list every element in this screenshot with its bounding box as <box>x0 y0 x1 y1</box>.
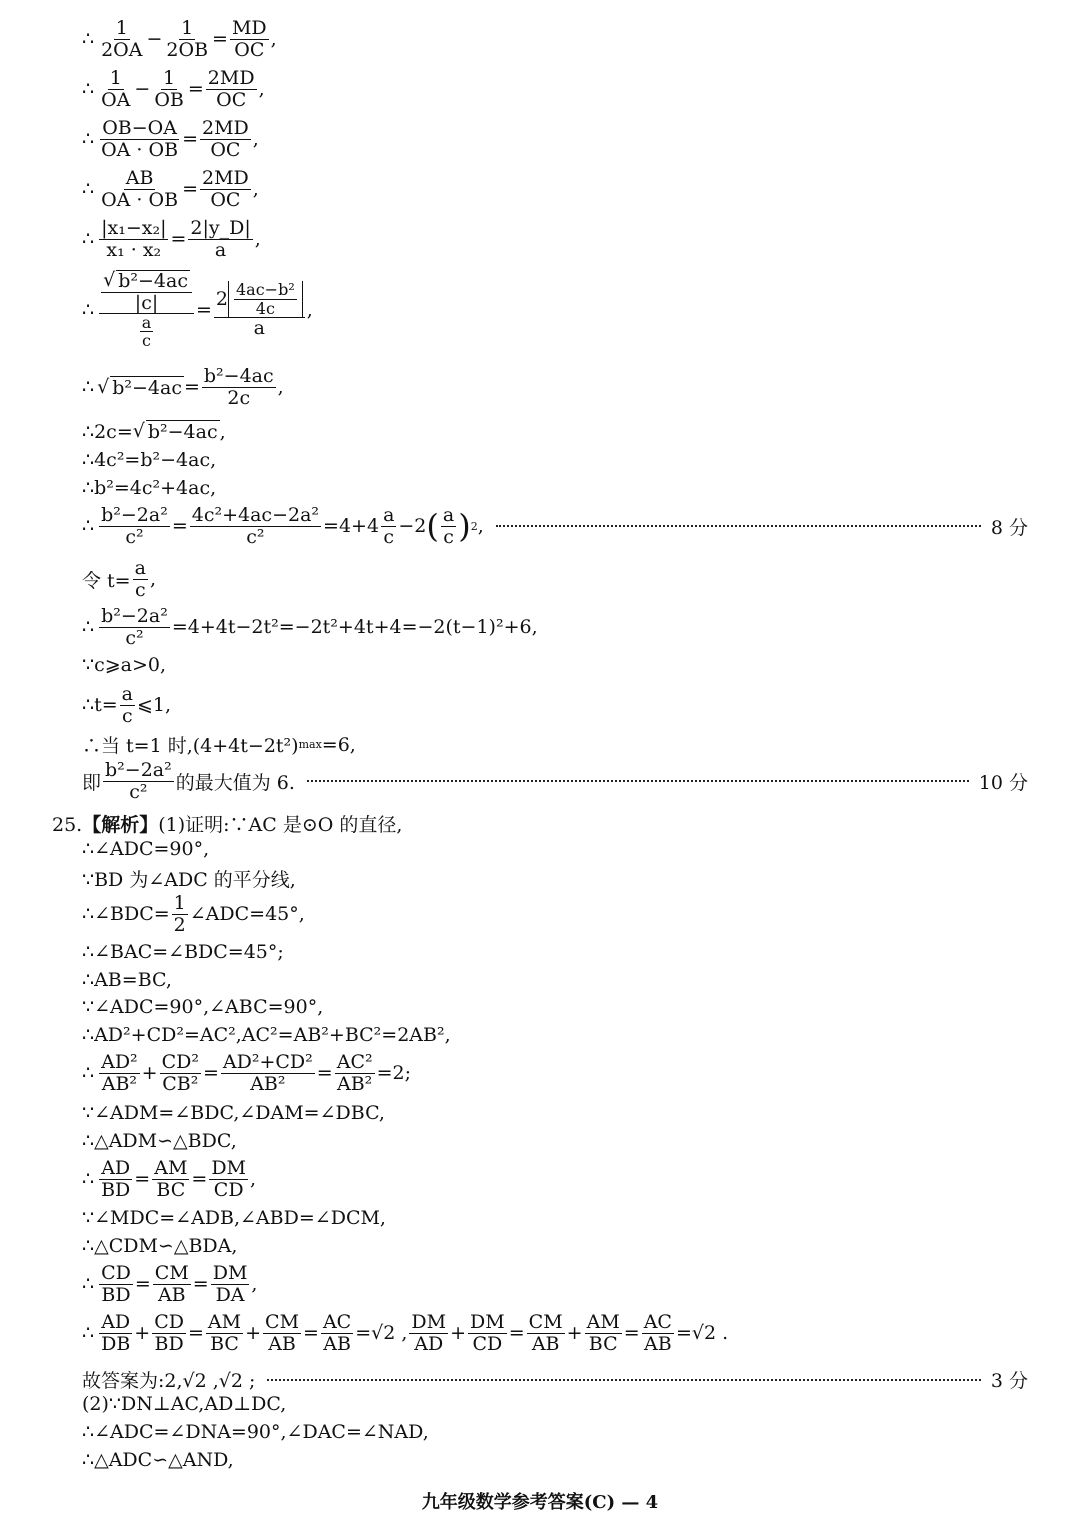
operator: = <box>134 1168 151 1191</box>
equation-text: ∵BD 为∠ADC 的平分线, <box>82 869 296 891</box>
equation-text: ∵∠ADM=∠BDC,∠DAM=∠DBC, <box>82 1102 385 1124</box>
denominator: c <box>443 525 454 548</box>
eq-line-7 <box>82 366 284 408</box>
radicand: b²−4ac <box>147 421 218 443</box>
operator: = <box>623 1322 640 1345</box>
fraction <box>133 558 148 600</box>
fraction <box>188 218 252 260</box>
therefore-symbol: ∴ <box>82 228 95 251</box>
denominator: BD <box>101 1178 131 1201</box>
radical-icon: √ <box>103 269 116 291</box>
equation-text: 令 t= <box>82 569 131 592</box>
q25-line-1 <box>82 838 209 860</box>
denominator: AB² <box>337 1072 373 1095</box>
equation-text: 故答案为:2,√2 ,√2 ; <box>82 1370 256 1392</box>
denominator: c² <box>129 780 148 803</box>
denominator: AB <box>157 1283 186 1306</box>
fraction <box>99 68 132 110</box>
numerator: CM <box>265 1311 300 1333</box>
punctuation: , <box>258 78 265 101</box>
equation-text: ∴t= <box>82 694 118 717</box>
punctuation: , <box>219 420 226 443</box>
operator: = <box>192 1273 209 1296</box>
fraction <box>103 760 174 802</box>
denominator: c² <box>246 525 265 548</box>
q25-line-13 <box>82 1235 237 1257</box>
equation-text: −2 <box>398 515 427 538</box>
numerator: a <box>121 683 133 705</box>
denominator: OA · OB <box>101 138 179 161</box>
eq-line-3 <box>82 118 259 160</box>
punctuation: , <box>254 228 261 251</box>
q25-line-4 <box>82 941 284 963</box>
fraction <box>230 18 269 60</box>
equation-text: (2)∵DN⊥AC,AD⊥DC, <box>82 1393 287 1415</box>
numerator <box>99 270 194 314</box>
denominator: OB <box>154 88 184 111</box>
denominator: CD <box>213 1178 244 1201</box>
denominator: OC <box>210 188 241 211</box>
numerator <box>214 281 305 318</box>
eq-line-5 <box>82 218 261 260</box>
numerator: AD²+CD² <box>222 1051 313 1073</box>
operator: = <box>202 1062 219 1085</box>
punctuation: , <box>306 298 313 321</box>
radical-icon: √ <box>97 375 110 398</box>
numerator: AD <box>101 1311 131 1333</box>
analysis-label: 【解析】 <box>82 814 159 836</box>
denominator: AB <box>643 1332 672 1355</box>
denominator: BD <box>101 1283 131 1306</box>
numerator: 1 <box>109 67 122 89</box>
fraction <box>381 505 396 547</box>
numerator: AB <box>125 167 154 189</box>
numerator: AD <box>101 1157 131 1179</box>
numerator: b²−2a² <box>101 605 168 627</box>
equation-text: ∴AB=BC, <box>82 969 172 991</box>
denominator: |c| <box>134 291 159 314</box>
numerator: AM <box>207 1311 242 1333</box>
fraction <box>120 684 135 726</box>
therefore-symbol: ∴ <box>82 128 95 151</box>
eq-line-13 <box>82 606 538 648</box>
numerator: |x₁−x₂| <box>101 217 167 239</box>
eq-line-8 <box>82 420 226 443</box>
operator: = <box>191 1168 208 1191</box>
fraction <box>234 281 297 317</box>
fraction <box>99 1158 132 1200</box>
denominator: 2 <box>173 913 186 936</box>
denominator: a <box>214 238 227 261</box>
denominator: 2c <box>227 386 251 409</box>
punctuation: , <box>477 515 484 538</box>
numerator: DM <box>411 1311 447 1333</box>
therefore-symbol: ∴ <box>82 28 95 51</box>
score-label: 10 分 <box>978 771 1028 794</box>
punctuation: , <box>252 128 259 151</box>
equation-text: ∴△CDM∽△BDA, <box>82 1235 238 1257</box>
fraction <box>99 218 168 260</box>
therefore-symbol: ∴ <box>82 78 95 101</box>
denominator: DA <box>215 1283 245 1306</box>
q25-line-9 <box>82 1102 385 1124</box>
equation-text: ∵∠MDC=∠ADB,∠ABD=∠DCM, <box>82 1207 386 1229</box>
equation-text: ∵∠ADC=90°,∠ABC=90°, <box>82 996 324 1018</box>
numerator <box>101 270 192 293</box>
denominator: OA <box>101 88 131 111</box>
numerator: CM <box>528 1311 563 1333</box>
operator: = <box>508 1322 525 1345</box>
denominator: 4c <box>255 298 275 318</box>
operator: + <box>245 1322 262 1345</box>
equation-text: 的最大值为 6. <box>175 771 295 794</box>
numerator: OB−OA <box>102 117 177 139</box>
punctuation: , <box>149 568 156 591</box>
denominator: AB <box>268 1332 296 1355</box>
operator: = <box>171 515 188 538</box>
numerator: CD <box>101 1262 131 1284</box>
therefore-symbol: ∴ <box>82 1168 95 1191</box>
operator: − <box>134 78 151 101</box>
numerator: a <box>442 504 455 526</box>
denominator: AB² <box>250 1072 286 1095</box>
operator: + <box>134 1322 151 1345</box>
fraction <box>140 314 154 350</box>
eq-line-16 <box>82 731 356 758</box>
fraction <box>164 18 210 60</box>
equation-text: ∴∠BDC= <box>82 903 170 926</box>
therefore-symbol: ∴ <box>82 616 95 639</box>
denominator: c <box>134 578 146 601</box>
denominator: a <box>253 316 265 339</box>
therefore-symbol: ∴ <box>82 1273 95 1296</box>
subscript: max <box>298 738 322 751</box>
operator: + <box>566 1322 583 1345</box>
equation-text: =√2 , <box>355 1322 408 1345</box>
fraction <box>99 1052 140 1094</box>
denominator: BC <box>156 1178 186 1201</box>
numerator: 4ac−b² <box>235 280 295 300</box>
numerator: CD <box>154 1311 184 1333</box>
q25-line-8 <box>82 1052 411 1094</box>
equation-text: ∴当 t=1 时,(4+4t−2t²) <box>82 735 299 757</box>
fraction <box>99 606 170 648</box>
denominator: BC <box>588 1332 618 1355</box>
denominator: OC <box>210 138 241 161</box>
radicand: b²−4ac <box>118 270 188 292</box>
numerator: 4c²+4ac−2a² <box>191 504 320 526</box>
fraction <box>321 1312 353 1354</box>
fraction <box>101 270 192 313</box>
denominator: BC <box>210 1332 239 1355</box>
eq-line-4 <box>82 168 259 210</box>
q25-line-7 <box>82 1024 451 1046</box>
operator: = <box>183 376 200 399</box>
equation-text: =6, <box>321 733 356 756</box>
numerator: DM <box>211 1157 247 1179</box>
numerator: AC² <box>336 1051 373 1073</box>
q25-line-11 <box>82 1158 256 1200</box>
score-label: 8 分 <box>990 516 1028 539</box>
eq-line-6 <box>82 270 313 350</box>
numerator: b²−2a² <box>101 504 168 526</box>
q25-line-19 <box>82 1449 234 1471</box>
eq-line-12 <box>82 558 156 600</box>
compound-fraction <box>99 270 194 350</box>
operator: + <box>141 1062 158 1085</box>
eq-line-14 <box>82 654 166 676</box>
equation-text: ⩽1, <box>136 694 172 717</box>
denominator <box>136 314 158 350</box>
denominator: c² <box>125 626 144 649</box>
numerator: CM <box>154 1262 189 1284</box>
numerator: a <box>383 504 395 526</box>
fraction <box>335 1052 375 1094</box>
dotted-leader <box>496 525 981 527</box>
q25-line-5 <box>82 969 172 991</box>
numerator: CD² <box>161 1051 199 1073</box>
operator: = <box>303 1322 319 1345</box>
fraction <box>468 1312 507 1354</box>
equation-text: =4+4t−2t²=−2t²+4t+4=−2(t−1)²+6, <box>171 616 538 639</box>
q25-line-2 <box>82 865 296 892</box>
absolute-value <box>228 281 303 317</box>
equation-text: =2; <box>376 1062 412 1085</box>
denominator: 2OB <box>166 38 209 61</box>
fraction <box>152 1158 189 1200</box>
numerator: DM <box>470 1311 505 1333</box>
operator: = <box>134 1273 151 1296</box>
fraction <box>99 1312 132 1354</box>
fraction <box>99 118 180 160</box>
left-paren-icon: ( <box>426 507 439 546</box>
fraction <box>160 1052 201 1094</box>
square-exponent: 2 <box>470 519 478 533</box>
operator: + <box>450 1322 467 1345</box>
numerator: 2MD <box>201 167 249 189</box>
numerator: 2MD <box>201 117 249 139</box>
denominator: x₁ · x₂ <box>106 238 162 261</box>
fraction <box>211 1263 250 1305</box>
punctuation: , <box>250 1168 257 1191</box>
equation-text: (1)证明:∵AC 是⊙O 的直径, <box>158 814 403 836</box>
therefore-symbol: ∴ <box>82 1322 95 1345</box>
equation-text: ∴∠ADC=90°, <box>82 838 210 860</box>
numerator: a <box>134 557 146 579</box>
eq-line-15 <box>82 684 171 726</box>
denominator: CD <box>472 1332 503 1355</box>
operator: = <box>188 1322 204 1345</box>
numerator: MD <box>231 17 267 39</box>
equation-text: ∵c⩾a>0, <box>82 654 167 676</box>
punctuation: , <box>252 178 259 201</box>
punctuation: , <box>277 376 284 399</box>
operator: = <box>182 128 198 151</box>
operator: = <box>170 228 187 251</box>
denominator: c² <box>125 525 144 548</box>
fraction <box>209 1158 248 1200</box>
numerator: b²−4ac <box>203 365 274 387</box>
numerator: DM <box>212 1262 248 1284</box>
q25-line-14 <box>82 1263 257 1305</box>
numerator: AC <box>643 1311 672 1333</box>
eq-line-1 <box>82 18 277 60</box>
equation-text: =√2 . <box>675 1322 729 1345</box>
denominator: c <box>383 525 395 548</box>
fraction <box>206 1312 243 1354</box>
eq-line-2 <box>82 68 265 110</box>
numerator: 1 <box>163 67 176 89</box>
q25-line-18 <box>82 1421 429 1443</box>
denominator: 2OA <box>101 38 143 61</box>
fraction <box>152 1312 186 1354</box>
punctuation: , <box>270 28 277 51</box>
denominator: AB <box>531 1332 560 1355</box>
denominator: AB² <box>101 1072 138 1095</box>
dotted-leader <box>307 780 969 782</box>
numerator: 1 <box>181 17 194 39</box>
denominator: CB² <box>162 1072 199 1095</box>
fraction <box>99 18 144 60</box>
score-label: 3 分 <box>990 1370 1028 1392</box>
punctuation: , <box>251 1273 258 1296</box>
q25-line-17 <box>82 1393 286 1415</box>
operator: − <box>146 28 163 51</box>
denominator: OC <box>216 88 247 111</box>
sqrt <box>97 376 184 399</box>
operator: = <box>195 298 212 321</box>
equation-text: 即 <box>82 771 102 794</box>
fraction <box>99 1263 133 1305</box>
q25-line-15 <box>82 1312 728 1354</box>
operator: = <box>182 178 198 201</box>
question-25-header <box>52 810 402 837</box>
numerator: 1 <box>173 892 186 914</box>
q25-line-6 <box>82 996 323 1018</box>
compound-fraction <box>214 281 305 338</box>
denominator: c <box>142 331 151 351</box>
denominator: c <box>121 704 133 727</box>
eq-line-11 <box>82 505 1028 547</box>
numerator: AC <box>322 1311 352 1333</box>
denominator: OA · OB <box>101 188 179 211</box>
equation-text: ∴AD²+CD²=AC²,AC²=AB²+BC²=2AB², <box>82 1024 451 1046</box>
dotted-leader <box>267 1379 980 1381</box>
equation-text: ∴∠BAC=∠BDC=45°; <box>82 941 284 963</box>
equation-text: ∴2c= <box>82 420 133 443</box>
radical-icon: √ <box>132 420 145 442</box>
operator: = <box>212 28 228 51</box>
eq-line-10 <box>82 477 216 499</box>
sqrt <box>103 270 190 292</box>
numerator: 1 <box>115 17 128 39</box>
question-number: 25. <box>52 814 83 836</box>
right-paren-icon: ) <box>458 507 471 546</box>
denominator: DB <box>101 1332 131 1355</box>
equation-text: ∴∠ADC=∠DNA=90°,∠DAC=∠NAD, <box>82 1421 429 1443</box>
numerator: 2MD <box>207 67 255 89</box>
therefore-symbol: ∴ <box>82 515 95 538</box>
denominator: OC <box>234 38 265 61</box>
denominator: BD <box>154 1332 184 1355</box>
fraction <box>263 1312 301 1354</box>
equation-text: =4+4 <box>323 515 380 538</box>
equation-text: ∴b²=4c²+4ac, <box>82 477 217 499</box>
therefore-symbol: ∴ <box>82 376 95 399</box>
q25-line-12 <box>82 1207 386 1229</box>
equation-text: ∴4c²=b²−4ac, <box>82 449 217 471</box>
coefficient: 2 <box>215 287 228 310</box>
sqrt <box>133 420 220 443</box>
numerator: 2|y_D| <box>190 217 251 239</box>
therefore-symbol: ∴ <box>82 298 95 321</box>
fraction <box>441 505 456 547</box>
page-footer: 九年级数学参考答案(C) — 4 <box>421 1492 659 1513</box>
fraction <box>585 1312 622 1354</box>
operator: = <box>187 78 204 101</box>
numerator: b²−2a² <box>105 759 172 781</box>
equation-text: ∴△ADM∽△BDC, <box>82 1130 237 1152</box>
fraction <box>200 118 251 160</box>
therefore-symbol: ∴ <box>82 1062 95 1085</box>
numerator: AM <box>586 1311 620 1333</box>
fraction <box>206 68 257 110</box>
q25-answer-line <box>82 1366 1028 1393</box>
fraction <box>99 168 180 210</box>
eq-line-9 <box>82 449 216 471</box>
q25-line-3 <box>82 893 305 935</box>
fraction <box>642 1312 674 1354</box>
fraction <box>527 1312 565 1354</box>
fraction <box>190 505 321 547</box>
numerator: a <box>141 313 152 333</box>
fraction <box>202 366 276 408</box>
therefore-symbol: ∴ <box>82 178 95 201</box>
fraction <box>221 1052 315 1094</box>
radicand: b²−4ac <box>112 376 182 399</box>
fraction <box>200 168 251 210</box>
equation-text: ∴△ADC∽△AND, <box>82 1449 234 1471</box>
denominator: AB <box>323 1332 351 1355</box>
numerator: AD² <box>101 1051 138 1073</box>
fraction <box>409 1312 448 1354</box>
fraction <box>153 1263 191 1305</box>
numerator: AM <box>154 1157 188 1179</box>
eq-line-17 <box>82 760 1028 802</box>
fraction <box>172 893 188 935</box>
fraction <box>152 68 186 110</box>
operator: = <box>316 1062 333 1085</box>
denominator: AD <box>414 1332 444 1355</box>
q25-line-10 <box>82 1130 237 1152</box>
fraction <box>99 505 170 547</box>
equation-text: ∠ADC=45°, <box>189 903 305 926</box>
